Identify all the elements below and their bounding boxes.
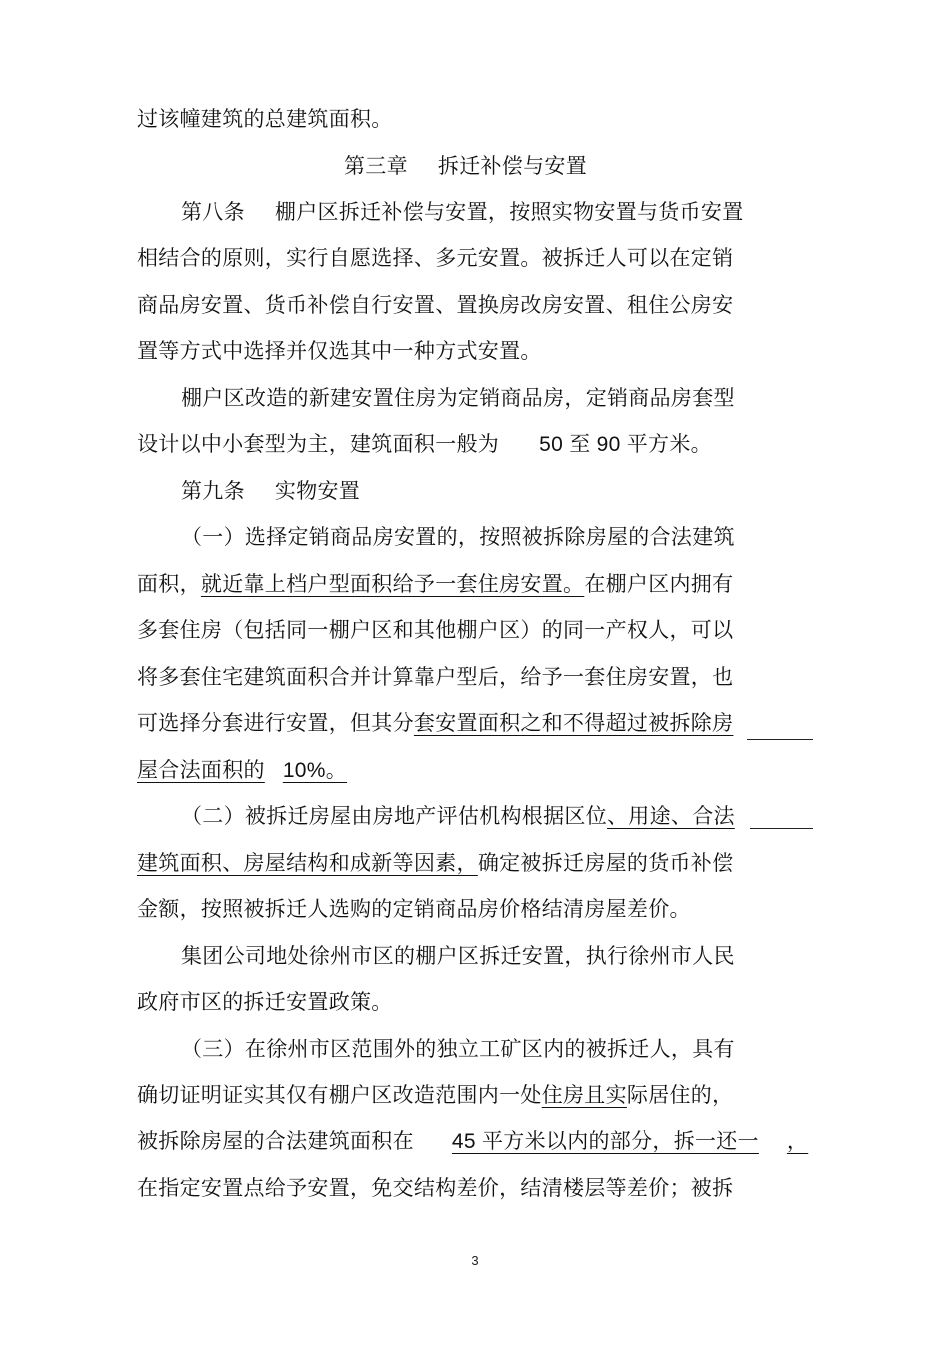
underlined-text: 住房且实 [541, 1083, 627, 1107]
article-text: 棚户区拆迁补偿与安置，按照实物安置与货币安置 [274, 200, 744, 224]
text-line: （三）在徐州市区范围外的独立工矿区内的被拆迁人，具有 [181, 1037, 735, 1061]
text-line [137, 571, 733, 597]
text-line [181, 803, 735, 829]
area-range: 50 至 90 平方米。 [539, 433, 712, 456]
underline-rule [747, 739, 813, 740]
text-line: 多套住房（包括同一棚户区和其他棚户区）的同一产权人，可以 [137, 618, 734, 642]
text-line: 过该幢建筑的总建筑面积。 [137, 107, 393, 131]
article-label: 第九条 [181, 479, 245, 503]
text-line [137, 1082, 733, 1108]
text-segment: 确切证明证实其仅有棚户区改造范围内一处 [137, 1083, 542, 1107]
text-segment: 可选择分套进行安置，但其分 [137, 711, 414, 735]
article-8-line [181, 199, 744, 225]
underlined-text: 、用途、合法 [607, 804, 735, 828]
underlined-text: 45 平方米以内的部分，拆一还一 [451, 1130, 759, 1153]
text-line: 商品房安置、货币补偿自行安置、置换房改房安置、租住公房安 [137, 293, 734, 317]
page-number: 3 [471, 1253, 479, 1268]
chapter-title: 拆迁补偿与安置 [437, 154, 588, 178]
underline-rule [750, 828, 813, 829]
text-segment: 确定被拆迁房屋的货币补偿 [477, 851, 734, 875]
underlined-text: ， [786, 1129, 809, 1153]
underlined-text: 套安置面积之和不得超过被拆除房 [413, 711, 734, 735]
text-line [137, 710, 733, 736]
text-line: 置等方式中选择并仅选其中一种方式安置。 [137, 339, 542, 363]
text-line: 棚户区改造的新建安置住房为定销商品房，定销商品房套型 [181, 386, 735, 410]
chapter-label: 第三章 [344, 154, 408, 178]
underlined-text: 就近靠上档户型面积给予一套住房安置。 [200, 572, 585, 596]
text-segment: 设计以中小套型为主，建筑面积一般为 [137, 432, 500, 456]
chapter-heading [344, 153, 587, 179]
text-line: 将多套住宅建筑面积合并计算靠户型后，给予一套住房安置，也 [137, 665, 734, 689]
text-line: 相结合的原则，实行自愿选择、多元安置。被拆迁人可以在定销 [137, 246, 734, 270]
text-line: 政府市区的拆迁安置政策。 [137, 990, 393, 1014]
text-segment: （二）被拆迁房屋由房地产评估机构根据区位 [181, 804, 607, 828]
text-line [137, 850, 733, 876]
underlined-text: 屋合法面积的 [137, 758, 265, 782]
text-line [137, 1128, 808, 1155]
text-line [137, 431, 712, 458]
text-line: 在指定安置点给予安置，免交结构差价，结清楼层等差价；被拆 [137, 1176, 734, 1200]
text-line [137, 757, 347, 784]
text-segment: 被拆除房屋的合法建筑面积在 [137, 1129, 414, 1153]
text-line: 金额，按照被拆迁人选购的定销商品房价格结清房屋差价。 [137, 897, 691, 921]
article-text: 实物安置 [274, 479, 361, 503]
limit-percent: 10%。 [282, 759, 348, 782]
underlined-text: 建筑面积、房屋结构和成新等因素， [137, 851, 478, 875]
text-line: 集团公司地处徐州市区的棚户区拆迁安置，执行徐州市人民 [181, 944, 735, 968]
article-9-line [181, 478, 360, 504]
text-segment: 际居住的， [626, 1083, 734, 1107]
text-segment: 面积， [137, 572, 201, 596]
article-label: 第八条 [181, 200, 245, 224]
text-line: （一）选择定销商品房安置的，按照被拆除房屋的合法建筑 [181, 525, 735, 549]
text-segment: 在棚户区内拥有 [584, 572, 734, 596]
